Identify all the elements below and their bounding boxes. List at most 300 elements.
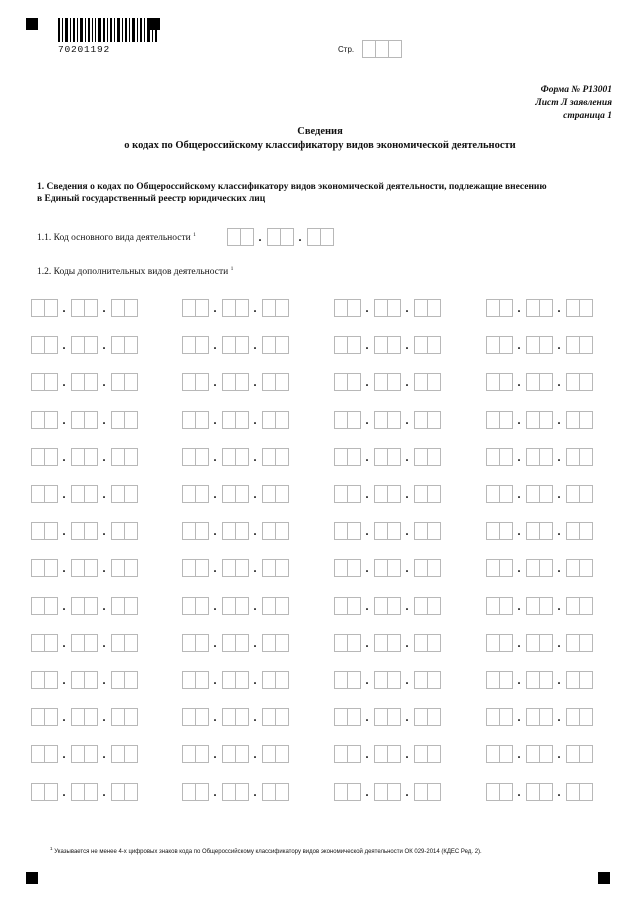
code-digit-cell[interactable] bbox=[486, 411, 500, 429]
code-digit-cell[interactable] bbox=[579, 336, 593, 354]
code-digit-pair[interactable] bbox=[334, 373, 360, 391]
code-digit-cell[interactable] bbox=[347, 745, 361, 763]
code-digit-cell[interactable] bbox=[427, 671, 441, 689]
code-digit-cell[interactable] bbox=[566, 448, 580, 466]
code-digit-pair[interactable] bbox=[262, 299, 288, 317]
code-digit-pair[interactable] bbox=[111, 708, 137, 726]
code-digit-pair[interactable] bbox=[222, 373, 248, 391]
code-digit-cell[interactable] bbox=[539, 783, 553, 801]
code-digit-pair[interactable] bbox=[31, 448, 57, 466]
code-digit-pair[interactable] bbox=[182, 299, 208, 317]
code-digit-cell[interactable] bbox=[182, 411, 196, 429]
code-digit-pair[interactable] bbox=[486, 634, 512, 652]
code-digit-cell[interactable] bbox=[275, 373, 289, 391]
code-digit-cell[interactable] bbox=[182, 485, 196, 503]
additional-activity-code[interactable] bbox=[182, 634, 288, 652]
code-digit-cell[interactable] bbox=[44, 745, 58, 763]
code-digit-cell[interactable] bbox=[334, 522, 348, 540]
code-digit-pair[interactable] bbox=[111, 373, 137, 391]
additional-activity-code[interactable] bbox=[334, 448, 440, 466]
code-digit-cell[interactable] bbox=[222, 745, 236, 763]
code-digit-cell[interactable] bbox=[222, 485, 236, 503]
code-digit-pair[interactable] bbox=[334, 522, 360, 540]
code-digit-pair[interactable] bbox=[31, 634, 57, 652]
code-digit-cell[interactable] bbox=[414, 783, 428, 801]
code-digit-cell[interactable] bbox=[71, 745, 85, 763]
code-digit-cell[interactable] bbox=[526, 597, 540, 615]
code-digit-cell[interactable] bbox=[427, 597, 441, 615]
code-digit-cell[interactable] bbox=[579, 411, 593, 429]
code-digit-cell[interactable] bbox=[262, 783, 276, 801]
code-digit-cell[interactable] bbox=[275, 634, 289, 652]
code-digit-cell[interactable] bbox=[124, 597, 138, 615]
code-digit-pair[interactable] bbox=[111, 411, 137, 429]
code-digit-cell[interactable] bbox=[182, 671, 196, 689]
code-digit-cell[interactable] bbox=[124, 634, 138, 652]
code-digit-cell[interactable] bbox=[499, 783, 513, 801]
code-digit-cell[interactable] bbox=[71, 411, 85, 429]
code-digit-cell[interactable] bbox=[111, 671, 125, 689]
code-digit-pair[interactable] bbox=[71, 448, 97, 466]
additional-activity-code[interactable] bbox=[334, 559, 440, 577]
code-digit-cell[interactable] bbox=[539, 299, 553, 317]
code-digit-cell[interactable] bbox=[195, 634, 209, 652]
additional-activity-code[interactable] bbox=[182, 411, 288, 429]
code-digit-cell[interactable] bbox=[111, 745, 125, 763]
code-digit-pair[interactable] bbox=[182, 783, 208, 801]
code-digit-cell[interactable] bbox=[526, 745, 540, 763]
code-digit-cell[interactable] bbox=[499, 411, 513, 429]
code-digit-pair[interactable] bbox=[71, 336, 97, 354]
code-digit-cell[interactable] bbox=[539, 708, 553, 726]
code-digit-cell[interactable] bbox=[539, 671, 553, 689]
additional-activity-code[interactable] bbox=[334, 373, 440, 391]
code-digit-cell[interactable] bbox=[195, 299, 209, 317]
code-digit-cell[interactable] bbox=[347, 522, 361, 540]
code-digit-cell[interactable] bbox=[539, 336, 553, 354]
code-digit-cell[interactable] bbox=[566, 373, 580, 391]
code-digit-cell[interactable] bbox=[111, 559, 125, 577]
code-digit-cell[interactable] bbox=[526, 448, 540, 466]
additional-activity-code[interactable] bbox=[334, 411, 440, 429]
code-digit-cell[interactable] bbox=[526, 671, 540, 689]
code-digit-pair[interactable] bbox=[262, 783, 288, 801]
code-digit-cell[interactable] bbox=[347, 634, 361, 652]
code-digit-cell[interactable] bbox=[347, 783, 361, 801]
code-digit-pair[interactable] bbox=[486, 299, 512, 317]
code-digit-cell[interactable] bbox=[222, 634, 236, 652]
code-digit-pair[interactable] bbox=[182, 522, 208, 540]
code-digit-pair[interactable] bbox=[566, 745, 592, 763]
code-digit-cell[interactable] bbox=[182, 783, 196, 801]
additional-activity-code[interactable] bbox=[486, 522, 592, 540]
code-digit-pair[interactable] bbox=[182, 745, 208, 763]
code-digit-pair[interactable] bbox=[71, 373, 97, 391]
code-digit-cell[interactable] bbox=[486, 336, 500, 354]
code-digit-cell[interactable] bbox=[262, 411, 276, 429]
code-digit-cell[interactable] bbox=[539, 522, 553, 540]
code-digit-cell[interactable] bbox=[71, 671, 85, 689]
code-digit-cell[interactable] bbox=[222, 783, 236, 801]
code-digit-pair[interactable] bbox=[566, 299, 592, 317]
additional-activity-code[interactable] bbox=[182, 522, 288, 540]
code-digit-pair[interactable] bbox=[182, 485, 208, 503]
code-digit-cell[interactable] bbox=[124, 559, 138, 577]
code-digit-pair[interactable] bbox=[566, 559, 592, 577]
code-digit-cell[interactable] bbox=[71, 783, 85, 801]
code-digit-cell[interactable] bbox=[235, 373, 249, 391]
code-digit-cell[interactable] bbox=[486, 299, 500, 317]
code-digit-pair[interactable] bbox=[111, 671, 137, 689]
code-digit-cell[interactable] bbox=[275, 783, 289, 801]
code-digit-pair[interactable] bbox=[222, 597, 248, 615]
code-digit-cell[interactable] bbox=[195, 671, 209, 689]
code-digit-cell[interactable] bbox=[195, 745, 209, 763]
code-digit-cell[interactable] bbox=[31, 597, 45, 615]
code-digit-cell[interactable] bbox=[124, 373, 138, 391]
code-digit-pair[interactable] bbox=[374, 634, 400, 652]
code-digit-cell[interactable] bbox=[195, 411, 209, 429]
additional-activity-code[interactable] bbox=[182, 597, 288, 615]
code-digit-pair[interactable] bbox=[374, 336, 400, 354]
code-digit-cell[interactable] bbox=[71, 634, 85, 652]
code-digit-cell[interactable] bbox=[124, 671, 138, 689]
code-digit-cell[interactable] bbox=[84, 597, 98, 615]
code-digit-cell[interactable] bbox=[374, 783, 388, 801]
code-digit-cell[interactable] bbox=[539, 448, 553, 466]
code-digit-cell[interactable] bbox=[44, 299, 58, 317]
additional-activity-code[interactable] bbox=[182, 671, 288, 689]
code-digit-cell[interactable] bbox=[44, 708, 58, 726]
code-digit-pair[interactable] bbox=[566, 485, 592, 503]
code-digit-cell[interactable] bbox=[499, 634, 513, 652]
code-digit-pair[interactable] bbox=[526, 336, 552, 354]
code-digit-pair[interactable] bbox=[262, 485, 288, 503]
code-digit-cell[interactable] bbox=[414, 708, 428, 726]
code-digit-pair[interactable] bbox=[182, 336, 208, 354]
code-digit-cell[interactable] bbox=[486, 373, 500, 391]
code-digit-pair[interactable] bbox=[111, 299, 137, 317]
code-digit-cell[interactable] bbox=[31, 411, 45, 429]
code-digit-pair[interactable] bbox=[526, 745, 552, 763]
additional-activity-code[interactable] bbox=[486, 299, 592, 317]
code-digit-cell[interactable] bbox=[240, 228, 254, 246]
code-digit-pair[interactable] bbox=[334, 708, 360, 726]
code-digit-cell[interactable] bbox=[334, 671, 348, 689]
code-digit-pair[interactable] bbox=[334, 299, 360, 317]
code-digit-cell[interactable] bbox=[111, 783, 125, 801]
additional-activity-code[interactable] bbox=[31, 485, 137, 503]
code-digit-pair[interactable] bbox=[182, 559, 208, 577]
code-digit-cell[interactable] bbox=[579, 597, 593, 615]
code-digit-cell[interactable] bbox=[195, 522, 209, 540]
code-digit-cell[interactable] bbox=[499, 671, 513, 689]
code-digit-pair[interactable] bbox=[111, 336, 137, 354]
code-digit-cell[interactable] bbox=[414, 448, 428, 466]
code-digit-pair[interactable] bbox=[486, 448, 512, 466]
code-digit-cell[interactable] bbox=[262, 299, 276, 317]
code-digit-cell[interactable] bbox=[486, 708, 500, 726]
code-digit-cell[interactable] bbox=[566, 485, 580, 503]
code-digit-cell[interactable] bbox=[387, 299, 401, 317]
code-digit-cell[interactable] bbox=[222, 299, 236, 317]
code-digit-cell[interactable] bbox=[182, 597, 196, 615]
code-digit-cell[interactable] bbox=[414, 299, 428, 317]
code-digit-pair[interactable] bbox=[414, 634, 440, 652]
code-digit-pair[interactable] bbox=[222, 559, 248, 577]
code-digit-pair[interactable] bbox=[262, 373, 288, 391]
code-digit-cell[interactable] bbox=[499, 485, 513, 503]
code-digit-cell[interactable] bbox=[71, 336, 85, 354]
code-digit-cell[interactable] bbox=[84, 373, 98, 391]
code-digit-pair[interactable] bbox=[334, 336, 360, 354]
code-digit-pair[interactable] bbox=[71, 745, 97, 763]
code-digit-cell[interactable] bbox=[539, 411, 553, 429]
code-digit-pair[interactable] bbox=[414, 448, 440, 466]
code-digit-cell[interactable] bbox=[44, 671, 58, 689]
code-digit-cell[interactable] bbox=[182, 448, 196, 466]
code-digit-cell[interactable] bbox=[182, 634, 196, 652]
code-digit-cell[interactable] bbox=[44, 522, 58, 540]
code-digit-cell[interactable] bbox=[84, 634, 98, 652]
code-digit-cell[interactable] bbox=[71, 597, 85, 615]
code-digit-cell[interactable] bbox=[414, 634, 428, 652]
additional-activity-code[interactable] bbox=[182, 783, 288, 801]
code-digit-cell[interactable] bbox=[566, 299, 580, 317]
code-digit-cell[interactable] bbox=[31, 485, 45, 503]
code-digit-cell[interactable] bbox=[374, 745, 388, 763]
code-digit-cell[interactable] bbox=[84, 448, 98, 466]
code-digit-cell[interactable] bbox=[31, 634, 45, 652]
code-digit-cell[interactable] bbox=[124, 783, 138, 801]
code-digit-cell[interactable] bbox=[347, 373, 361, 391]
code-digit-cell[interactable] bbox=[347, 597, 361, 615]
additional-activity-code[interactable] bbox=[486, 373, 592, 391]
code-digit-cell[interactable] bbox=[427, 708, 441, 726]
code-digit-pair[interactable] bbox=[566, 336, 592, 354]
code-digit-cell[interactable] bbox=[275, 411, 289, 429]
code-digit-cell[interactable] bbox=[427, 745, 441, 763]
code-digit-cell[interactable] bbox=[526, 559, 540, 577]
code-digit-pair[interactable] bbox=[71, 559, 97, 577]
code-digit-pair[interactable] bbox=[222, 336, 248, 354]
code-digit-cell[interactable] bbox=[539, 634, 553, 652]
code-digit-cell[interactable] bbox=[414, 373, 428, 391]
code-digit-pair[interactable] bbox=[526, 522, 552, 540]
code-digit-cell[interactable] bbox=[347, 559, 361, 577]
code-digit-cell[interactable] bbox=[499, 336, 513, 354]
code-digit-cell[interactable] bbox=[334, 485, 348, 503]
code-digit-cell[interactable] bbox=[427, 336, 441, 354]
code-digit-cell[interactable] bbox=[499, 745, 513, 763]
code-digit-pair[interactable] bbox=[374, 299, 400, 317]
additional-activity-code[interactable] bbox=[486, 448, 592, 466]
main-activity-code-group[interactable] bbox=[227, 228, 333, 246]
code-digit-cell[interactable] bbox=[111, 597, 125, 615]
code-digit-cell[interactable] bbox=[195, 708, 209, 726]
additional-activity-code[interactable] bbox=[31, 708, 137, 726]
code-digit-cell[interactable] bbox=[374, 373, 388, 391]
code-digit-cell[interactable] bbox=[579, 299, 593, 317]
code-digit-cell[interactable] bbox=[499, 448, 513, 466]
additional-activity-code[interactable] bbox=[182, 708, 288, 726]
additional-activity-code[interactable] bbox=[182, 336, 288, 354]
code-digit-cell[interactable] bbox=[111, 522, 125, 540]
code-digit-cell[interactable] bbox=[195, 373, 209, 391]
code-digit-cell[interactable] bbox=[414, 597, 428, 615]
code-digit-cell[interactable] bbox=[71, 299, 85, 317]
additional-activity-code[interactable] bbox=[182, 373, 288, 391]
code-digit-pair[interactable] bbox=[182, 373, 208, 391]
code-digit-cell[interactable] bbox=[31, 671, 45, 689]
page-number-cell[interactable] bbox=[388, 40, 402, 58]
code-digit-pair[interactable] bbox=[566, 522, 592, 540]
code-digit-cell[interactable] bbox=[566, 708, 580, 726]
code-digit-pair[interactable] bbox=[222, 485, 248, 503]
code-digit-pair[interactable] bbox=[262, 522, 288, 540]
code-digit-pair[interactable] bbox=[414, 671, 440, 689]
additional-activity-code[interactable] bbox=[334, 485, 440, 503]
code-digit-pair[interactable] bbox=[182, 411, 208, 429]
additional-activity-code[interactable] bbox=[334, 745, 440, 763]
code-digit-cell[interactable] bbox=[414, 411, 428, 429]
code-digit-cell[interactable] bbox=[111, 448, 125, 466]
code-digit-pair[interactable] bbox=[374, 522, 400, 540]
code-digit-cell[interactable] bbox=[84, 671, 98, 689]
code-digit-pair[interactable] bbox=[486, 485, 512, 503]
additional-activity-code[interactable] bbox=[334, 708, 440, 726]
code-digit-cell[interactable] bbox=[235, 485, 249, 503]
code-digit-cell[interactable] bbox=[579, 708, 593, 726]
code-digit-pair[interactable] bbox=[31, 299, 57, 317]
code-digit-pair[interactable] bbox=[31, 373, 57, 391]
additional-activity-code[interactable] bbox=[31, 522, 137, 540]
code-digit-cell[interactable] bbox=[387, 448, 401, 466]
code-digit-pair[interactable] bbox=[267, 228, 293, 246]
code-digit-cell[interactable] bbox=[526, 336, 540, 354]
code-digit-cell[interactable] bbox=[579, 485, 593, 503]
code-digit-cell[interactable] bbox=[182, 708, 196, 726]
code-digit-cell[interactable] bbox=[486, 634, 500, 652]
code-digit-pair[interactable] bbox=[414, 485, 440, 503]
code-digit-pair[interactable] bbox=[374, 783, 400, 801]
code-digit-cell[interactable] bbox=[71, 708, 85, 726]
code-digit-cell[interactable] bbox=[31, 559, 45, 577]
code-digit-cell[interactable] bbox=[31, 745, 45, 763]
code-digit-cell[interactable] bbox=[526, 783, 540, 801]
code-digit-cell[interactable] bbox=[387, 671, 401, 689]
code-digit-cell[interactable] bbox=[427, 522, 441, 540]
code-digit-cell[interactable] bbox=[526, 373, 540, 391]
code-digit-cell[interactable] bbox=[44, 559, 58, 577]
additional-activity-code[interactable] bbox=[182, 485, 288, 503]
additional-activity-code[interactable] bbox=[31, 634, 137, 652]
code-digit-cell[interactable] bbox=[499, 559, 513, 577]
code-digit-cell[interactable] bbox=[84, 485, 98, 503]
code-digit-cell[interactable] bbox=[566, 597, 580, 615]
code-digit-cell[interactable] bbox=[320, 228, 334, 246]
code-digit-pair[interactable] bbox=[307, 228, 333, 246]
code-digit-cell[interactable] bbox=[267, 228, 281, 246]
code-digit-cell[interactable] bbox=[275, 671, 289, 689]
code-digit-cell[interactable] bbox=[275, 299, 289, 317]
code-digit-cell[interactable] bbox=[539, 559, 553, 577]
code-digit-cell[interactable] bbox=[111, 485, 125, 503]
code-digit-pair[interactable] bbox=[111, 597, 137, 615]
code-digit-cell[interactable] bbox=[275, 522, 289, 540]
code-digit-pair[interactable] bbox=[566, 634, 592, 652]
additional-activity-code[interactable] bbox=[182, 448, 288, 466]
additional-activity-code[interactable] bbox=[31, 671, 137, 689]
code-digit-cell[interactable] bbox=[414, 559, 428, 577]
code-digit-cell[interactable] bbox=[334, 373, 348, 391]
code-digit-cell[interactable] bbox=[347, 671, 361, 689]
code-digit-pair[interactable] bbox=[526, 671, 552, 689]
code-digit-pair[interactable] bbox=[526, 559, 552, 577]
additional-activity-code[interactable] bbox=[182, 745, 288, 763]
code-digit-cell[interactable] bbox=[566, 522, 580, 540]
code-digit-cell[interactable] bbox=[579, 559, 593, 577]
code-digit-cell[interactable] bbox=[334, 336, 348, 354]
code-digit-cell[interactable] bbox=[124, 448, 138, 466]
additional-activity-code[interactable] bbox=[31, 783, 137, 801]
code-digit-cell[interactable] bbox=[374, 299, 388, 317]
code-digit-cell[interactable] bbox=[262, 597, 276, 615]
code-digit-cell[interactable] bbox=[262, 485, 276, 503]
code-digit-pair[interactable] bbox=[486, 597, 512, 615]
code-digit-cell[interactable] bbox=[486, 671, 500, 689]
code-digit-pair[interactable] bbox=[414, 522, 440, 540]
code-digit-pair[interactable] bbox=[262, 634, 288, 652]
code-digit-cell[interactable] bbox=[486, 745, 500, 763]
additional-activity-code[interactable] bbox=[334, 634, 440, 652]
code-digit-pair[interactable] bbox=[71, 597, 97, 615]
code-digit-pair[interactable] bbox=[374, 671, 400, 689]
code-digit-pair[interactable] bbox=[182, 708, 208, 726]
code-digit-pair[interactable] bbox=[71, 299, 97, 317]
code-digit-cell[interactable] bbox=[195, 597, 209, 615]
code-digit-pair[interactable] bbox=[486, 373, 512, 391]
code-digit-cell[interactable] bbox=[334, 411, 348, 429]
code-digit-cell[interactable] bbox=[334, 448, 348, 466]
code-digit-pair[interactable] bbox=[31, 671, 57, 689]
code-digit-cell[interactable] bbox=[195, 336, 209, 354]
code-digit-cell[interactable] bbox=[44, 597, 58, 615]
page-number-field[interactable] bbox=[362, 40, 401, 58]
code-digit-cell[interactable] bbox=[486, 559, 500, 577]
code-digit-cell[interactable] bbox=[195, 559, 209, 577]
code-digit-pair[interactable] bbox=[31, 783, 57, 801]
code-digit-pair[interactable] bbox=[262, 559, 288, 577]
code-digit-cell[interactable] bbox=[31, 373, 45, 391]
code-digit-cell[interactable] bbox=[235, 597, 249, 615]
code-digit-cell[interactable] bbox=[195, 448, 209, 466]
code-digit-cell[interactable] bbox=[262, 671, 276, 689]
code-digit-pair[interactable] bbox=[414, 783, 440, 801]
code-digit-cell[interactable] bbox=[182, 373, 196, 391]
code-digit-cell[interactable] bbox=[579, 671, 593, 689]
code-digit-pair[interactable] bbox=[334, 597, 360, 615]
code-digit-cell[interactable] bbox=[307, 228, 321, 246]
code-digit-cell[interactable] bbox=[387, 485, 401, 503]
additional-activity-code[interactable] bbox=[486, 783, 592, 801]
code-digit-pair[interactable] bbox=[486, 411, 512, 429]
additional-activity-code[interactable] bbox=[486, 411, 592, 429]
page-number-cell[interactable] bbox=[375, 40, 389, 58]
code-digit-pair[interactable] bbox=[414, 597, 440, 615]
code-digit-cell[interactable] bbox=[347, 485, 361, 503]
code-digit-cell[interactable] bbox=[262, 522, 276, 540]
